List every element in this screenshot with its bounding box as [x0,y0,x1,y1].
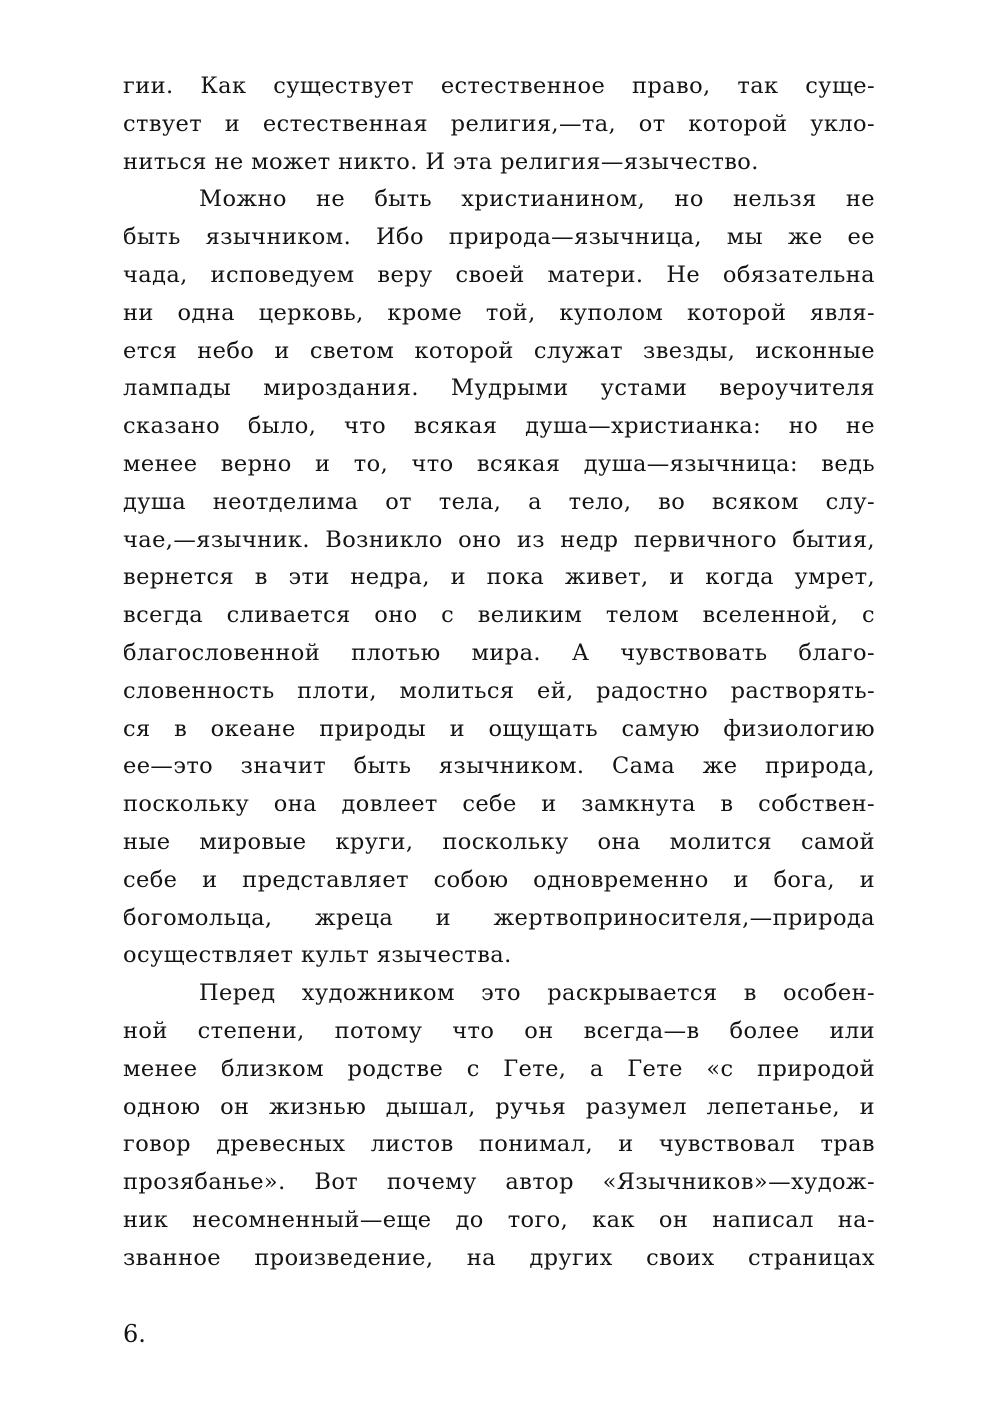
text-line: Перед художником это раскрывается в особен- [199,980,875,1007]
text-line: менее близком родстве с Гете, а Гете «с природой [123,1055,875,1082]
text-line: всегда сливается оно с великим телом вселенной, с [123,602,875,629]
text-line: ется небо и светом которой служат звезды, исконные [123,337,875,364]
text-line: одною он жизнью дышал, ручья разумел лепетанье, и [123,1093,875,1120]
text-line: сказано было, что всякая душа—христианка: но не [123,413,875,440]
text-line: ниться не может никто. И эта религия—язычество. [123,148,759,175]
text-line: ник несомненный—еще до того, как он написал на- [123,1206,875,1233]
text-line: прозябанье». Вот почему автор «Язычников»—худож- [123,1169,875,1196]
text-line: чада, исповедуем веру своей матери. Не обязательна [123,261,875,288]
body-text [123,68,875,1278]
text-line: душа неотделима от тела, а тело, во всяком слу- [123,488,875,515]
text-line: званное произведение, на других своих страницах [123,1244,875,1271]
text-line: менее верно и то, что всякая душа—язычница: ведь [123,450,875,477]
text-line: словенность плоти, молиться ей, радостно растворять- [123,677,875,704]
text-line: быть язычником. Ибо природа—язычница, мы же ее [123,224,875,251]
paragraph [123,181,875,975]
text-line: ствует и естественная религия,—та, от которой укло- [123,110,875,137]
text-line: поскольку она довлеет себе и замкнута в собствен- [123,791,875,818]
text-line: осуществляет культ язычества. [123,942,512,969]
text-line: Можно не быть христианином, но нельзя не [199,186,875,213]
text-line: ее—это значит быть язычником. Сама же природа, [123,753,875,780]
text-line: ни одна церковь, кроме той, куполом которой явля- [123,299,875,326]
text-line: говор древесных листов понимал, и чувствовал трав [123,1131,875,1158]
text-line: чае,—язычник. Возникло оно из недр первичного бытия, [123,526,875,553]
paragraph [123,68,875,181]
text-line: ные мировые круги, поскольку она молится самой [123,828,875,855]
paragraph [123,975,875,1277]
text-line: вернется в эти недра, и пока живет, и когда умрет, [123,564,875,591]
page-number: 6. [123,1320,146,1348]
text-line: богомольца, жреца и жертвоприносителя,—природа [123,904,875,931]
text-line: себе и представляет собою одновременно и бога, и [123,866,875,893]
text-line: благословенной плотью мира. А чувствовать благо- [123,639,875,666]
text-line: лампады мироздания. Мудрыми устами вероучителя [123,375,875,402]
text-line: гии. Как существует естественное право, так суще- [123,73,875,99]
text-line: ной степени, потому что он всегда—в более или [123,1017,875,1044]
text-line: ся в океане природы и ощущать самую физиологию [123,715,875,742]
